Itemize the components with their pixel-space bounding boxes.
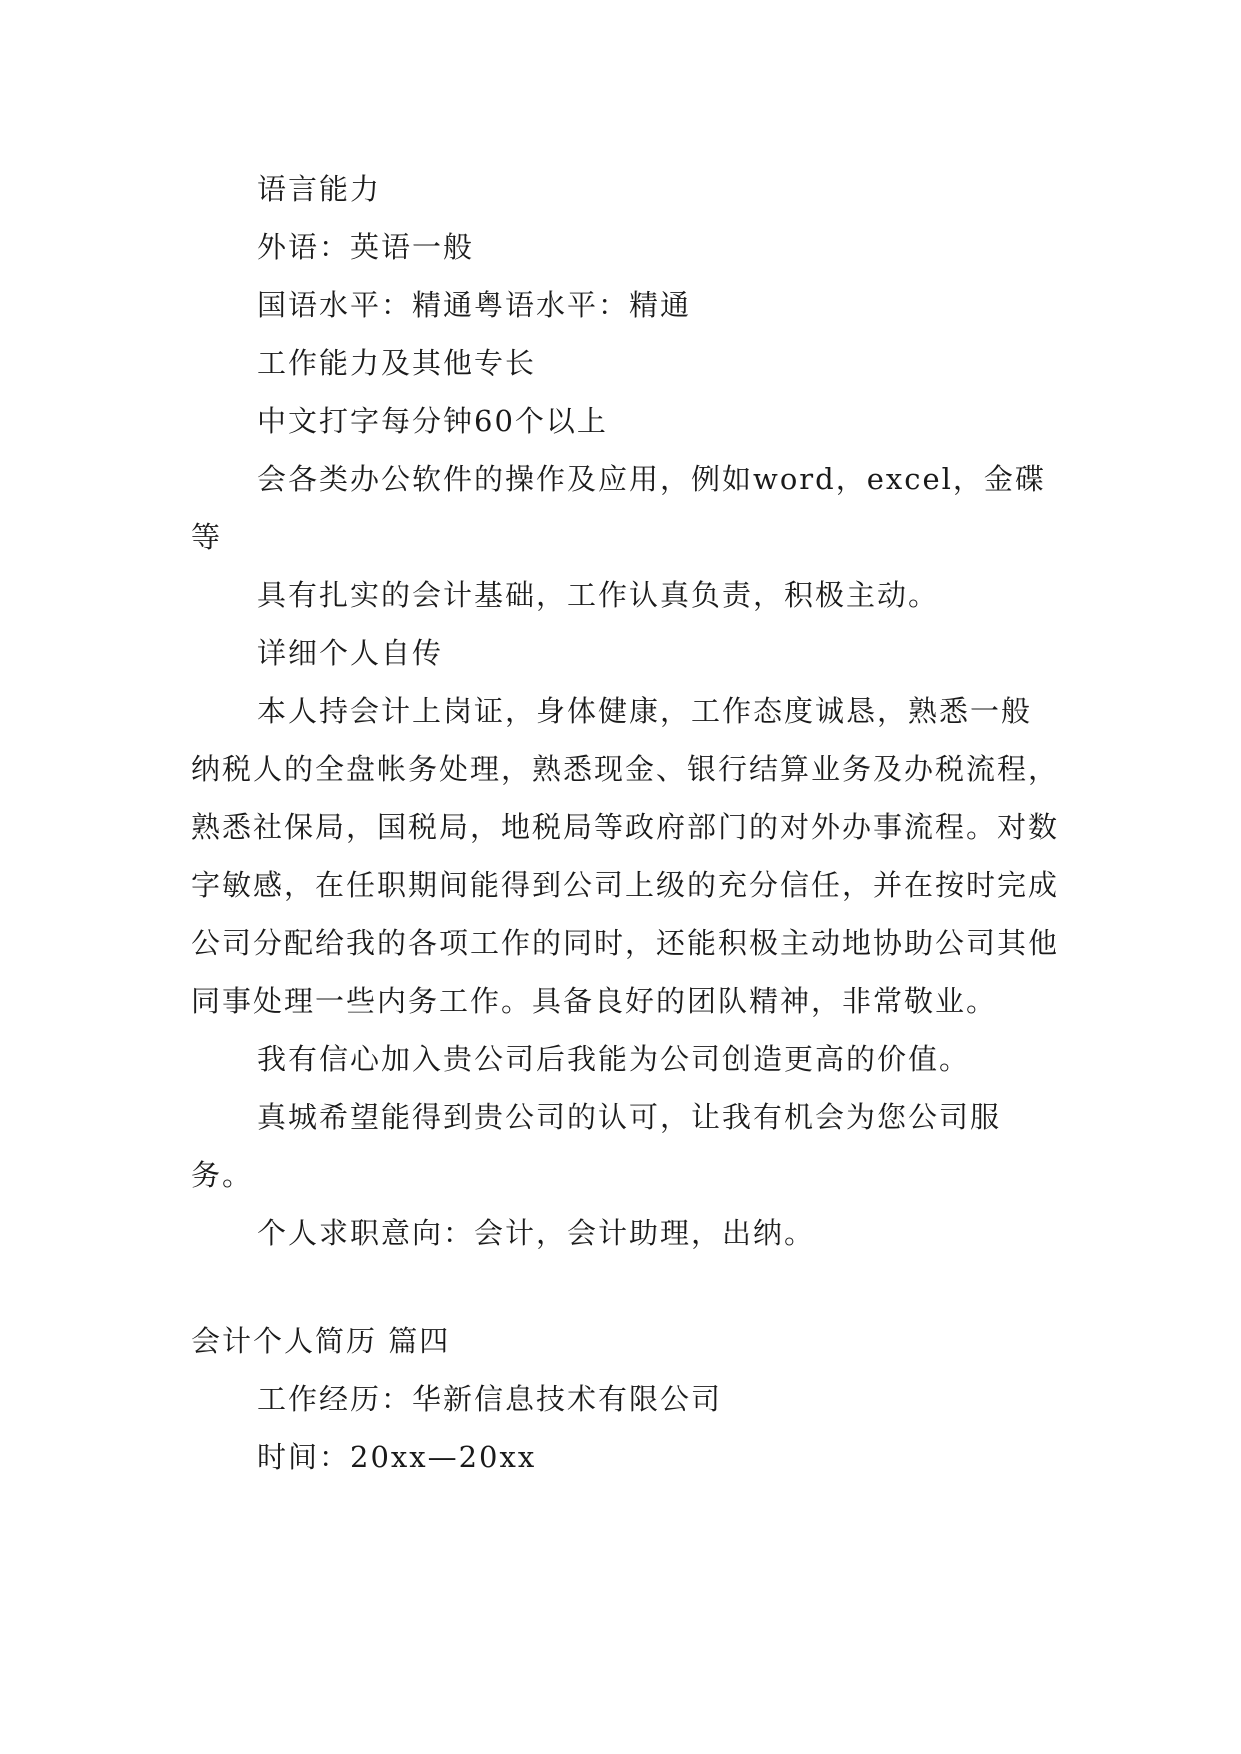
paragraph-language-ability: 语言能力 xyxy=(257,172,382,206)
paragraph-hope: 真城希望能得到贵公司的认可，让我有机会为您公司服务。 xyxy=(191,1100,1002,1192)
paragraph-time-period: 时间：20xx—20xx xyxy=(257,1440,537,1474)
section-heading: 会计个人简历 篇四 xyxy=(191,1324,451,1358)
paragraph-autobiography-body: 本人持会计上岗证，身体健康，工作态度诚恳，熟悉一般纳税人的全盘帐务处理，熟悉现金、银行结算业务及办税流程，熟悉社保局，国税局，地税局等政府部门的对外办事流程。对数字敏感，在任职期间能得到公司上级的充分信任，并在按时完成公司分配给我的各项工作的同时，还能积极主动地协助公司其他同事处理一些内务工作。具备良好的团队精神，非常敬业。 xyxy=(191,694,1060,1018)
paragraph-foreign-language: 外语：英语一般 xyxy=(257,230,475,264)
paragraph-work-ability: 工作能力及其他专长 xyxy=(257,346,537,380)
paragraph-office-software: 会各类办公软件的操作及应用，例如word，excel，金碟等 xyxy=(191,462,1046,554)
paragraph-job-intention: 个人求职意向：会计，会计助理，出纳。 xyxy=(257,1216,816,1250)
paragraph-autobiography-title: 详细个人自传 xyxy=(257,636,444,670)
paragraph-accounting-foundation: 具有扎实的会计基础，工作认真负责，积极主动。 xyxy=(257,578,940,612)
document-body xyxy=(191,160,1061,1486)
paragraph-work-experience: 工作经历：华新信息技术有限公司 xyxy=(257,1382,723,1416)
paragraph-typing-speed: 中文打字每分钟60个以上 xyxy=(257,404,608,438)
paragraph-confidence: 我有信心加入贵公司后我能为公司创造更高的价值。 xyxy=(257,1042,971,1076)
paragraph-mandarin-cantonese: 国语水平：精通粤语水平：精通 xyxy=(257,288,692,322)
